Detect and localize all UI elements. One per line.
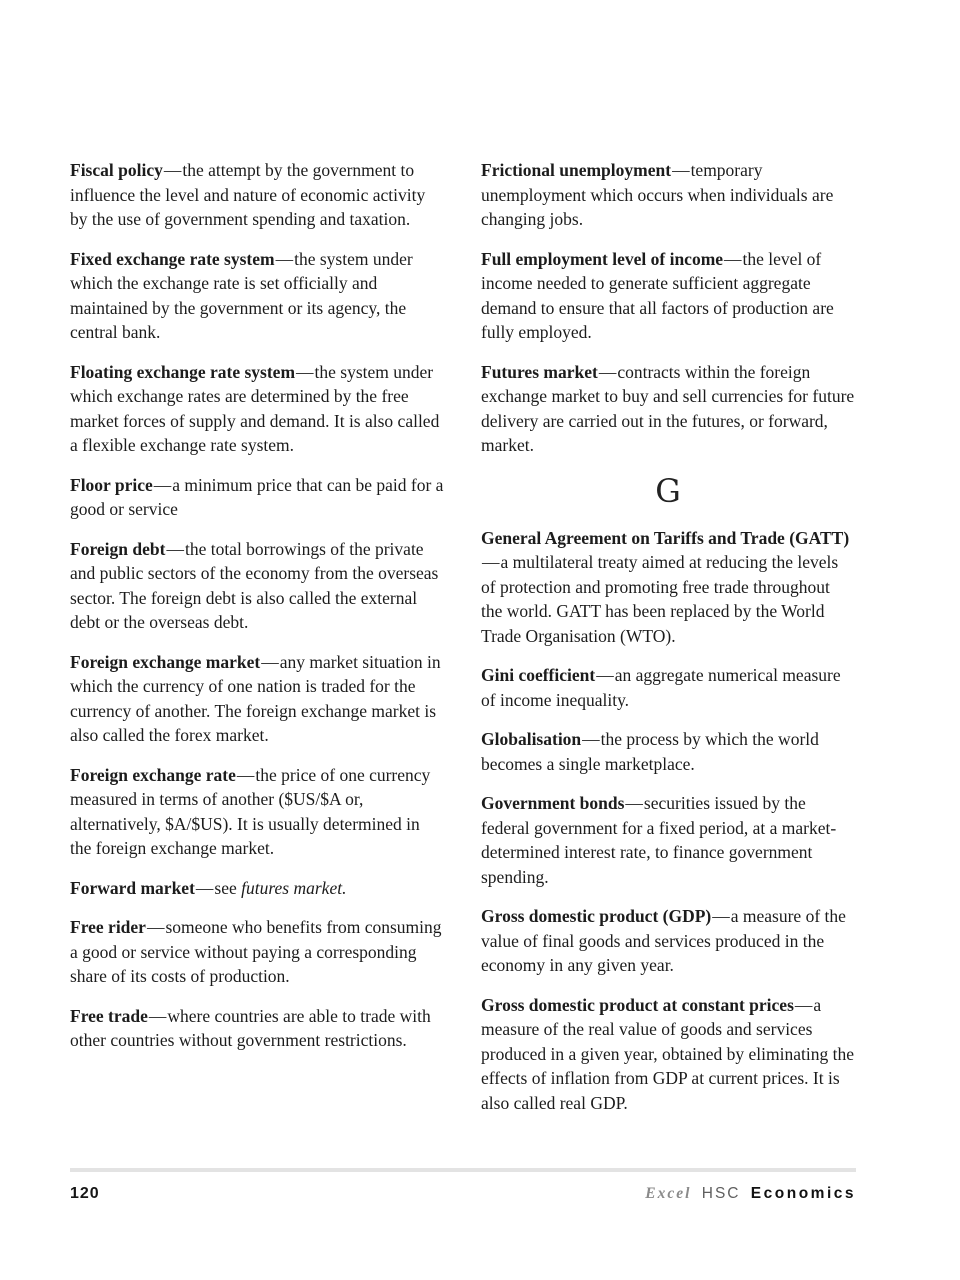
glossary-entry bbox=[481, 360, 855, 458]
book-title-hsc: HSC bbox=[701, 1185, 741, 1202]
page-number: 120 bbox=[70, 1185, 100, 1202]
term-dash: — bbox=[275, 248, 294, 269]
definition-text: the price of one currency measured in terms of another ($US/$A or, alternatively, $A/$US). It is usually determined in the foreign exchange market. bbox=[70, 764, 431, 858]
glossary-term: Gross domestic product at constant prices bbox=[481, 994, 794, 1015]
term-dash: — bbox=[163, 160, 182, 180]
glossary-entry bbox=[70, 360, 444, 458]
definition-text: a measure of the real value of goods and services produced in a given year, obtained by eliminating the effects of inflation from GDP at current prices. It is also called real GDP. bbox=[481, 994, 855, 1113]
definition-text: temporary unemployment which occurs when individuals are changing jobs. bbox=[481, 160, 834, 229]
term-dash: — bbox=[153, 474, 172, 495]
glossary-term: Forward market bbox=[70, 877, 195, 898]
glossary-term: Gini coefficient bbox=[481, 665, 596, 685]
glossary-term: Free trade bbox=[70, 1005, 148, 1026]
definition-text: someone who benefits from consuming a good or service without paying a corresponding share of its costs of production. bbox=[70, 917, 442, 986]
glossary-entry bbox=[481, 247, 855, 345]
term-dash: — bbox=[724, 248, 742, 269]
definition-text: the process by which the world becomes a single marketplace. bbox=[481, 729, 819, 774]
definition-text: see bbox=[214, 877, 242, 898]
glossary-entry bbox=[70, 763, 444, 861]
term-dash: — bbox=[296, 361, 314, 382]
definition-text: contracts within the foreign exchange market to buy and sell currencies for future delivery are carried out in the futures, or forward, market. bbox=[481, 361, 855, 455]
glossary-entry bbox=[481, 993, 855, 1116]
glossary-content bbox=[70, 158, 856, 1130]
glossary-entry bbox=[70, 247, 444, 345]
glossary-term: Fixed exchange rate system bbox=[70, 248, 275, 269]
definition-text: a measure of the value of final goods and services produced in the economy in any given year. bbox=[481, 906, 846, 975]
term-dash: — bbox=[712, 906, 730, 926]
page-footer bbox=[70, 1168, 856, 1203]
term-dash: — bbox=[598, 361, 617, 382]
term-dash: — bbox=[195, 877, 214, 898]
definition-text: where countries are able to trade with other countries without government restrictions. bbox=[70, 1005, 431, 1050]
term-dash: — bbox=[166, 538, 184, 559]
term-dash: — bbox=[236, 764, 255, 785]
definition-text: the system under which the exchange rate is set officially and maintained by the government or its agency, the central bank. bbox=[70, 248, 413, 342]
definition-text: a minimum price that can be paid for a good or service bbox=[70, 474, 444, 519]
glossary-term: Gross domestic product (GDP) bbox=[481, 906, 712, 926]
book-title-economics: Economics bbox=[750, 1185, 856, 1202]
glossary-entry bbox=[481, 663, 855, 712]
term-dash: — bbox=[261, 651, 279, 672]
glossary-term: Free rider bbox=[70, 917, 146, 937]
definition-text: futures market. bbox=[241, 877, 347, 898]
glossary-term: Full employment level of income bbox=[481, 248, 724, 269]
term-dash: — bbox=[672, 160, 690, 180]
term-dash: — bbox=[146, 917, 165, 937]
glossary-term: General Agreement on Tariffs and Trade (GATT) bbox=[481, 527, 850, 548]
term-dash: — bbox=[482, 552, 500, 572]
glossary-term: Frictional unemployment bbox=[481, 160, 672, 180]
footer-row bbox=[70, 1185, 856, 1203]
glossary-entry bbox=[481, 791, 855, 889]
glossary-term: Foreign exchange market bbox=[70, 651, 261, 672]
glossary-term: Globalisation bbox=[481, 729, 582, 749]
definition-text: the level of income needed to generate sufficient aggregate demand to ensure that all factors of production are fully employed. bbox=[481, 248, 834, 342]
glossary-term: Floor price bbox=[70, 474, 153, 495]
glossary-entry bbox=[70, 650, 444, 748]
definition-text: a multilateral treaty aimed at reducing the levels of protection and promoting free trade throughout the world. GATT has been replaced by the World Trade Organisation (WTO). bbox=[481, 552, 839, 646]
term-dash: — bbox=[625, 793, 643, 813]
glossary-column-left bbox=[70, 158, 444, 1130]
letter-heading: G bbox=[655, 471, 681, 510]
glossary-term: Floating exchange rate system bbox=[70, 361, 296, 382]
glossary-entry bbox=[481, 158, 855, 232]
glossary-entry bbox=[70, 915, 444, 989]
term-dash: — bbox=[148, 1005, 167, 1026]
glossary-entry bbox=[70, 1004, 444, 1053]
glossary-entry bbox=[70, 473, 444, 522]
term-dash: — bbox=[794, 994, 813, 1015]
term-dash: — bbox=[582, 729, 600, 749]
glossary-entry bbox=[481, 526, 855, 649]
term-dash: — bbox=[596, 665, 614, 685]
glossary-entry bbox=[481, 727, 855, 776]
book-title bbox=[645, 1185, 856, 1203]
definition-text: an aggregate numerical measure of income inequality. bbox=[481, 665, 841, 710]
definition-text: any market situation in which the currency of one nation is traded for the currency of another. The foreign exchange market is also called the forex market. bbox=[70, 651, 441, 745]
glossary-term: Fiscal policy bbox=[70, 160, 163, 180]
definition-text: the system under which exchange rates are determined by the free market forces of supply and demand. It is also called a flexible exchange rate system. bbox=[70, 361, 440, 455]
glossary-column-right bbox=[481, 158, 855, 1130]
glossary-term: Foreign exchange rate bbox=[70, 764, 236, 785]
glossary-entry bbox=[70, 158, 444, 232]
book-title-excel: Excel bbox=[645, 1185, 692, 1202]
glossary-entry bbox=[481, 904, 855, 978]
definition-text: the total borrowings of the private and public sectors of the economy from the overseas sector. The foreign debt is also called the external debt or the overseas debt. bbox=[70, 538, 439, 632]
footer-divider bbox=[70, 1168, 856, 1172]
glossary-entry bbox=[70, 876, 444, 901]
definition-text: the attempt by the government to influence the level and nature of economic activity by the use of government spending and taxation. bbox=[70, 160, 426, 229]
definition-text: securities issued by the federal government for a fixed period, at a market-determined interest rate, to finance government spending. bbox=[481, 793, 837, 887]
glossary-term: Government bonds bbox=[481, 793, 625, 813]
glossary-entry bbox=[70, 537, 444, 635]
glossary-term: Foreign debt bbox=[70, 538, 166, 559]
glossary-term: Futures market bbox=[481, 361, 598, 382]
